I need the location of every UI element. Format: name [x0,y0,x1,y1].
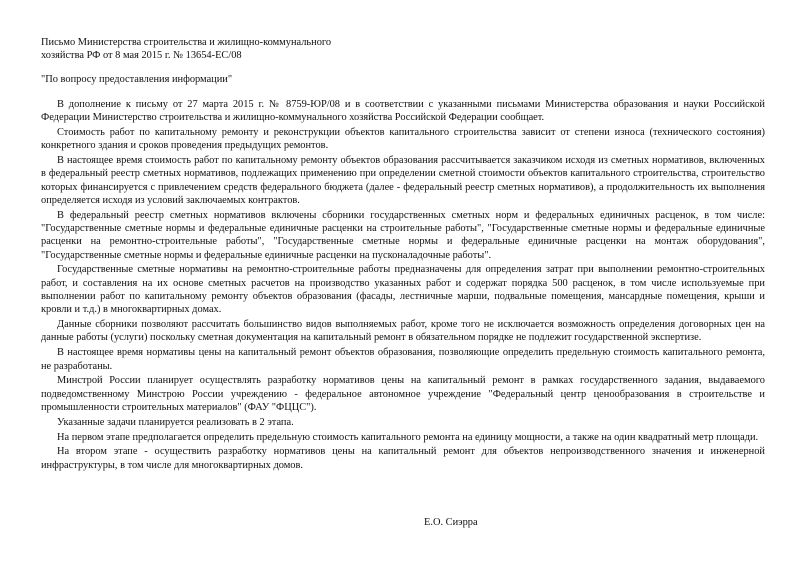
letter-title-line-2: хозяйства РФ от 8 мая 2015 г. № 13654-ЕС/08 [41,50,242,62]
letter-subject: "По вопросу предоставления информации" [41,73,233,85]
paragraph-intro: В дополнение к письму от 27 марта 2015 г. № 8759-ЮР/08 и в соответствии с указанными письмами Министерства образования и науки Российской Федерации Министерство строительства и жилищно-коммунального хозяйства Российской Федерации сообщает. [41,98,765,124]
paragraph-stage-one: На первом этапе предполагается определить предельную стоимость капитального ремонта на единицу мощности, а также на один квадратный метр площади. [57,431,759,443]
paragraph-collections-usage: Данные сборники позволяют рассчитать большинство видов выполняемых работ, кроме того не исключается возможность определения договорных цен на данные работы (услуги) поскольку сметная документация на капитальный ремонт в обязательном порядке не подлежит государственной экспертизе. [41,319,765,344]
paragraph-ministry-plans: Минстрой России планирует осуществлять разработку нормативов цены на капитальный ремонт в рамках государственного задания, выдаваемого подведомственному Минстрою России учреждению - федеральное автономное учреждение "Федеральный центр ценообразования в строительстве и промышленности строительных материалов" (ФАУ "ФЦЦС"). [41,375,765,413]
paragraph-repair-norms: Государственные сметные нормативы на ремонтно-строительные работы предназначены для определения затрат при выполнении ремонтно-строительных работ, и составления на их основе сметных расчетов на производство указанных работ и содержат порядка 500 расценок, в том числе используемые при выполнении работ по капитальному ремонту объектов образования (фасады, лестничные марши, подвальные помещения, мансардные помещения, крыши и кровли и т.д.) в многоквартирных домах. [41,264,765,316]
signature: Е.О. Сиэрра [424,517,478,528]
paragraph-current-calculation: В настоящее время стоимость работ по капитальному ремонту объектов образования рассчитывается заказчиком исходя из сметных нормативов, включенных в федеральный реестр сметных нормативов, подлежащих применению при определении сметной стоимости объектов капитального строительства, строительство которых финансируется с привлечением средств федерального бюджета (далее - федеральный реестр сметных нормативов), а продолжительность их выполнения определяется исходя из условий заключаемых контрактов. [41,155,765,206]
paragraph-price-norms-missing: В настоящее время нормативы цены на капитальный ремонт объектов образования, позволяющие определить предельную стоимость капитального ремонта, не разработаны. [41,347,765,372]
paragraph-registry-contents: В федеральный реестр сметных нормативов включены сборники государственных сметных норм и федеральных единичных расценок, в том числе: "Государственные сметные нормы и федеральные единичные расценки на строительные работы", "Государственные сметные нормы и федеральные единичные расценки на ремонтно-строительные работы", "Государственные сметные нормы и федеральные единичные расценки на монтаж оборудования", "Государственные сметные нормы и федеральные единичные расценки на пусконаладочные работы". [41,209,765,261]
paragraph-stage-two: На втором этапе - осуществить разработку нормативов цены на капитальный ремонт для объектов непроизводственного значения и инженерной инфраструктуры, в том числе для многоквартирных домов. [41,446,765,471]
letter-title-line-1: Письмо Министерства строительства и жилищно-коммунального [41,37,332,48]
paragraph-cost-dependency: Стоимость работ по капитальному ремонту и реконструкции объектов капитального строительства зависит от степени износа (технического состояния) конкретного здания и сроков проведения предыдущих ремонтов. [41,126,765,152]
letter-body [41,36,765,473]
paragraph-two-stages: Указанные задачи планируется реализовать в 2 этапа. [57,416,294,428]
